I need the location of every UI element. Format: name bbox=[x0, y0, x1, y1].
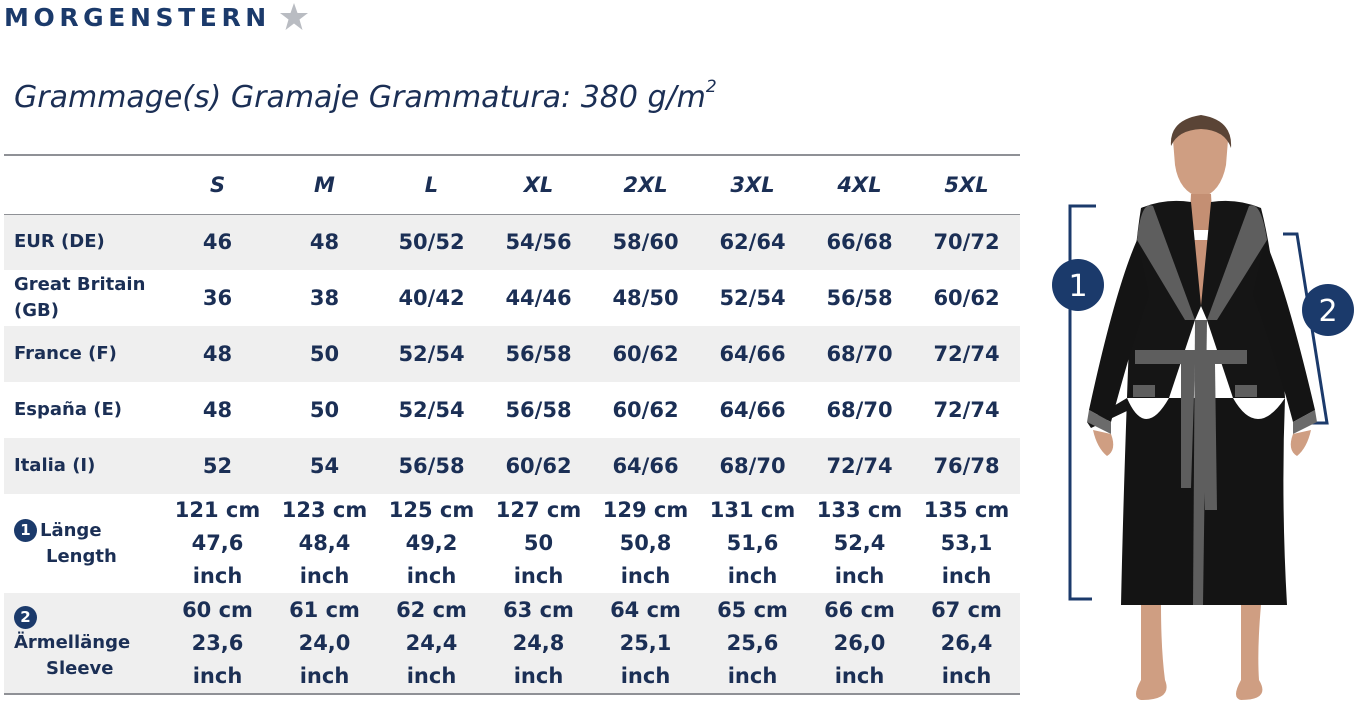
table-cell: 64/66 bbox=[699, 326, 806, 382]
size-header: 3XL bbox=[699, 155, 806, 214]
table-cell: 52/54 bbox=[719, 286, 786, 310]
length-inch: 47,6 bbox=[191, 531, 244, 555]
length-label-en: Length bbox=[46, 545, 117, 567]
sleeve-inch: 25,1 bbox=[619, 630, 672, 655]
table-cell bbox=[485, 494, 592, 593]
table-cell: 56/58 bbox=[378, 438, 485, 494]
grammage-text: Grammage(s) Gramaje Grammatura: 380 g/m bbox=[14, 80, 706, 115]
sleeve-cm: 66 cm bbox=[824, 597, 895, 622]
table-cell: 58/60 bbox=[592, 214, 699, 270]
table-cell: 50/52 bbox=[378, 214, 485, 270]
table-cell: 60/62 bbox=[485, 438, 592, 494]
inch-unit: inch bbox=[620, 564, 671, 588]
sleeve-inch: 26,0 bbox=[833, 630, 886, 655]
table-cell: 38 bbox=[309, 286, 340, 310]
row-label: Great Britain (GB) bbox=[14, 274, 146, 321]
table-row-eur bbox=[4, 214, 1020, 270]
size-table bbox=[4, 154, 1020, 695]
sleeve-cm: 63 cm bbox=[503, 597, 574, 622]
inch-unit: inch bbox=[834, 564, 885, 588]
inch-unit: inch bbox=[941, 564, 992, 588]
inch-unit: inch bbox=[727, 663, 778, 688]
inch-unit: inch bbox=[513, 663, 564, 688]
inch-unit: inch bbox=[941, 663, 992, 688]
sleeve-inch: 24,4 bbox=[405, 630, 458, 655]
inch-unit: inch bbox=[727, 564, 778, 588]
table-cell: 52 bbox=[164, 438, 271, 494]
inch-unit: inch bbox=[299, 663, 350, 688]
sleeve-cm: 64 cm bbox=[610, 597, 681, 622]
length-inch: 51,6 bbox=[726, 531, 779, 555]
table-cell: 48/50 bbox=[612, 286, 679, 310]
length-marker-badge: 1 bbox=[14, 519, 37, 542]
inch-unit: inch bbox=[299, 564, 350, 588]
table-cell bbox=[271, 494, 378, 593]
inch-unit: inch bbox=[620, 663, 671, 688]
table-cell: 68/70 bbox=[806, 326, 913, 382]
length-inch: 50 bbox=[523, 531, 554, 555]
sleeve-cm: 67 cm bbox=[931, 597, 1002, 622]
table-cell bbox=[806, 494, 913, 593]
table-cell bbox=[699, 494, 806, 593]
sleeve-label-de: Ärmellänge bbox=[14, 632, 131, 653]
table-cell: 44/46 bbox=[505, 286, 572, 310]
table-cell: 68/70 bbox=[826, 398, 893, 422]
length-cm: 127 cm bbox=[495, 498, 582, 522]
table-row-length bbox=[4, 494, 1020, 593]
table-cell: 36 bbox=[202, 286, 233, 310]
row-label: EUR (DE) bbox=[4, 214, 164, 270]
table-cell: 50 bbox=[309, 398, 340, 422]
length-inch: 49,2 bbox=[405, 531, 458, 555]
table-cell: 48 bbox=[271, 214, 378, 270]
sleeve-cm: 60 cm bbox=[182, 597, 253, 622]
table-cell: 54 bbox=[271, 438, 378, 494]
table-cell: 72/74 bbox=[933, 398, 1000, 422]
table-cell: 56/58 bbox=[505, 398, 572, 422]
brand-logo bbox=[4, 0, 309, 34]
table-cell bbox=[378, 494, 485, 593]
inch-unit: inch bbox=[834, 663, 885, 688]
table-cell: 46 bbox=[164, 214, 271, 270]
table-cell bbox=[485, 593, 592, 694]
table-cell: 76/78 bbox=[913, 438, 1020, 494]
length-cm: 123 cm bbox=[281, 498, 368, 522]
sleeve-inch: 25,6 bbox=[726, 630, 779, 655]
table-cell: 48 bbox=[164, 326, 271, 382]
table-cell: 50 bbox=[271, 326, 378, 382]
sleeve-inch: 26,4 bbox=[940, 630, 993, 655]
size-header: L bbox=[378, 155, 485, 214]
row-label-length bbox=[4, 494, 164, 593]
size-header: XL bbox=[485, 155, 592, 214]
length-cm: 129 cm bbox=[602, 498, 689, 522]
length-cm: 125 cm bbox=[388, 498, 475, 522]
table-cell bbox=[164, 593, 271, 694]
size-header-row bbox=[4, 155, 1020, 214]
table-cell bbox=[806, 593, 913, 694]
table-cell: 52/54 bbox=[378, 326, 485, 382]
length-cm: 133 cm bbox=[816, 498, 903, 522]
grammage-heading bbox=[14, 77, 717, 115]
sleeve-marker-number: 2 bbox=[1318, 294, 1338, 329]
table-cell: 54/56 bbox=[485, 214, 592, 270]
length-cm: 131 cm bbox=[709, 498, 796, 522]
star-icon bbox=[279, 2, 309, 32]
model-person bbox=[1087, 115, 1317, 700]
grammage-superscript: 2 bbox=[705, 77, 717, 97]
table-cell: 70/72 bbox=[913, 214, 1020, 270]
table-cell: 52/54 bbox=[398, 398, 465, 422]
size-header: 4XL bbox=[806, 155, 913, 214]
length-cm: 135 cm bbox=[923, 498, 1010, 522]
table-cell bbox=[699, 593, 806, 694]
table-cell: 64/66 bbox=[592, 438, 699, 494]
table-cell bbox=[378, 593, 485, 694]
sleeve-label-en: Sleeve bbox=[46, 658, 114, 679]
size-header: M bbox=[271, 155, 378, 214]
table-cell: 72/74 bbox=[806, 438, 913, 494]
size-header: 2XL bbox=[592, 155, 699, 214]
sleeve-marker-badge: 2 bbox=[14, 606, 37, 629]
inch-unit: inch bbox=[513, 564, 564, 588]
table-row-italia bbox=[4, 438, 1020, 494]
length-marker-number: 1 bbox=[1068, 269, 1088, 304]
table-cell bbox=[271, 593, 378, 694]
inch-unit: inch bbox=[192, 663, 243, 688]
length-inch: 48,4 bbox=[298, 531, 351, 555]
inch-unit: inch bbox=[406, 564, 457, 588]
table-cell: 40/42 bbox=[398, 286, 465, 310]
size-header: S bbox=[164, 155, 271, 214]
table-cell bbox=[913, 494, 1020, 593]
length-inch: 50,8 bbox=[619, 531, 672, 555]
size-header: 5XL bbox=[913, 155, 1020, 214]
table-cell: 60/62 bbox=[933, 286, 1000, 310]
length-label-de: Länge bbox=[40, 519, 102, 541]
sleeve-inch: 23,6 bbox=[191, 630, 244, 655]
table-cell: 68/70 bbox=[699, 438, 806, 494]
table-cell: 56/58 bbox=[826, 286, 893, 310]
table-cell: 56/58 bbox=[485, 326, 592, 382]
row-label: Italia (I) bbox=[4, 438, 164, 494]
corner-cell bbox=[4, 155, 164, 214]
sleeve-cm: 62 cm bbox=[396, 597, 467, 622]
table-cell: 62/64 bbox=[699, 214, 806, 270]
table-cell: 60/62 bbox=[612, 398, 679, 422]
table-row-france bbox=[4, 326, 1020, 382]
table-cell bbox=[164, 494, 271, 593]
inch-unit: inch bbox=[406, 663, 457, 688]
table-cell bbox=[913, 593, 1020, 694]
sleeve-cm: 61 cm bbox=[289, 597, 360, 622]
sleeve-inch: 24,8 bbox=[512, 630, 565, 655]
table-cell: 64/66 bbox=[719, 398, 786, 422]
row-label: España (E) bbox=[14, 399, 123, 420]
table-row-sleeve bbox=[4, 593, 1020, 694]
table-cell bbox=[592, 494, 699, 593]
row-label: France (F) bbox=[4, 326, 164, 382]
table-cell: 48 bbox=[202, 398, 233, 422]
length-cm: 121 cm bbox=[174, 498, 261, 522]
table-row-gb bbox=[4, 270, 1020, 326]
length-inch: 52,4 bbox=[833, 531, 886, 555]
table-row-espana bbox=[4, 382, 1020, 438]
table-cell: 72/74 bbox=[913, 326, 1020, 382]
table-cell: 60/62 bbox=[592, 326, 699, 382]
row-label-sleeve bbox=[4, 593, 164, 694]
sleeve-cm: 65 cm bbox=[717, 597, 788, 622]
sleeve-inch: 24,0 bbox=[298, 630, 351, 655]
table-cell bbox=[592, 593, 699, 694]
inch-unit: inch bbox=[192, 564, 243, 588]
table-cell: 66/68 bbox=[806, 214, 913, 270]
brand-name: MORGENSTERN bbox=[4, 2, 271, 32]
bathrobe-model-figure bbox=[1045, 110, 1361, 715]
length-inch: 53,1 bbox=[940, 531, 993, 555]
